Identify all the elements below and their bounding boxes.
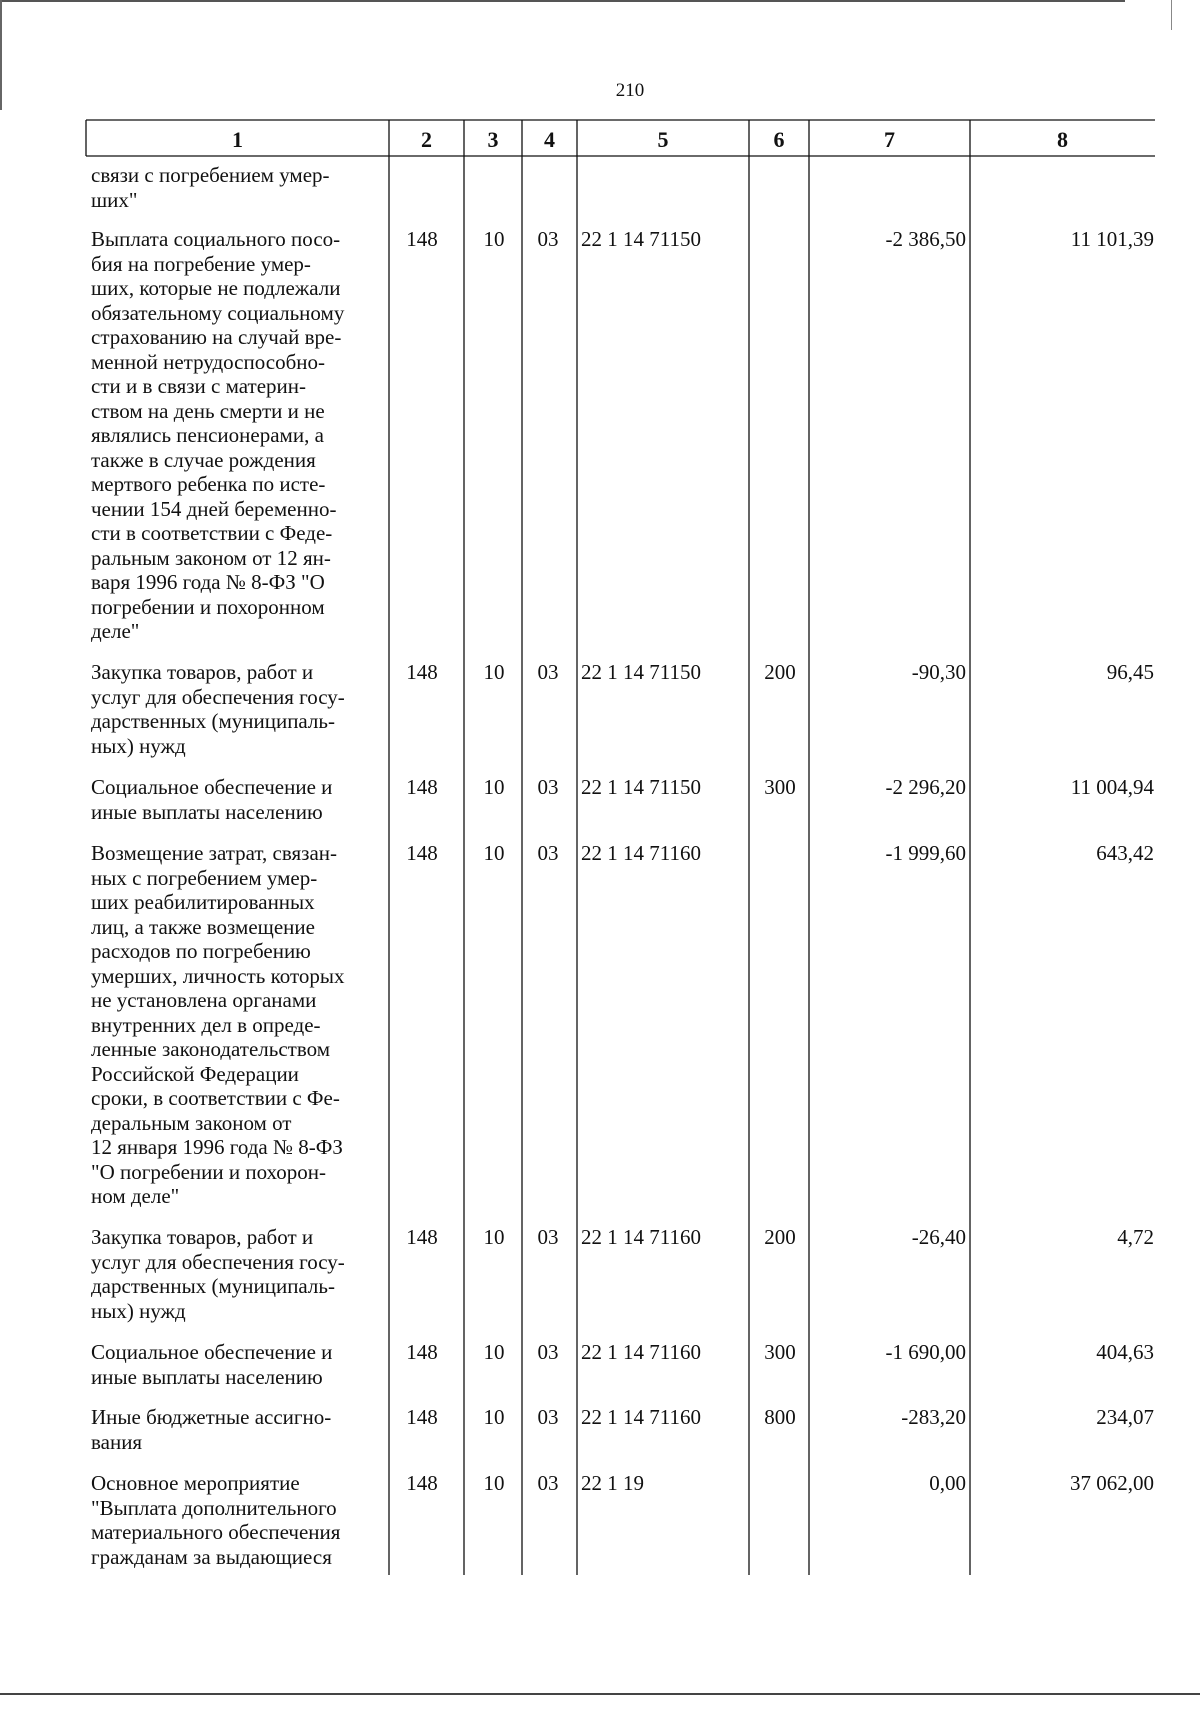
cell-col-4: 03 (537, 1225, 559, 1249)
cell-col-4: 03 (537, 1405, 559, 1429)
cell-col-2: 148 (406, 775, 438, 799)
column-header-5: 5 (657, 127, 669, 152)
cell-col-4: 03 (537, 227, 559, 251)
cell-col-5: 22 1 14 71160 (581, 841, 701, 865)
cell-col-2: 148 (406, 660, 438, 684)
row-name: Социальное обеспечение и иные выплаты населению (91, 775, 333, 824)
page-number: 210 (615, 80, 645, 101)
cell-col-3: 10 (483, 1225, 505, 1249)
cell-col-4: 03 (537, 841, 559, 865)
cell-col-6: 300 (764, 775, 796, 799)
cell-col-4: 03 (537, 660, 559, 684)
cell-col-2: 148 (406, 1225, 438, 1249)
cell-col-3: 10 (483, 227, 505, 251)
cell-col-3: 10 (483, 1405, 505, 1429)
cell-col-5: 22 1 14 71150 (581, 775, 701, 799)
row-name: Закупка товаров, работ и услуг для обеспечения госу- дарственных (муниципаль- ных) нужд (91, 1225, 345, 1323)
cell-col-8: 96,45 (1106, 660, 1154, 684)
cell-col-5: 22 1 14 71160 (581, 1405, 701, 1429)
cell-col-6: 800 (764, 1405, 796, 1429)
row-name: Основное мероприятие "Выплата дополнительного материального обеспечения гражданам за выдающиеся (91, 1471, 341, 1569)
column-header-1: 1 (232, 127, 243, 152)
cell-col-4: 03 (537, 1340, 559, 1364)
cell-col-6: 200 (764, 1225, 796, 1249)
cell-col-8: 11 004,94 (1070, 775, 1154, 799)
cell-col-8: 234,07 (1096, 1405, 1154, 1429)
cell-col-3: 10 (483, 841, 505, 865)
cell-col-2: 148 (406, 1471, 438, 1495)
row-name: Иные бюджетные ассигно- вания (91, 1405, 332, 1454)
cell-col-5: 22 1 19 (581, 1471, 644, 1495)
cell-col-2: 148 (406, 1405, 438, 1429)
cell-col-8: 37 062,00 (1070, 1471, 1154, 1495)
cell-col-3: 10 (483, 775, 505, 799)
column-header-2: 2 (421, 127, 432, 152)
column-header-4: 4 (544, 127, 555, 152)
cell-col-3: 10 (483, 1340, 505, 1364)
cell-col-7: -1 690,00 (885, 1340, 966, 1364)
cell-col-7: -2 296,20 (885, 775, 966, 799)
cell-col-3: 10 (483, 660, 505, 684)
cell-col-7: -283,20 (901, 1405, 966, 1429)
cell-col-5: 22 1 14 71150 (581, 660, 701, 684)
cell-col-5: 22 1 14 71160 (581, 1340, 701, 1364)
row-name: Социальное обеспечение и иные выплаты населению (91, 1340, 333, 1389)
cell-col-6: 200 (764, 660, 796, 684)
cell-col-3: 10 (483, 1471, 505, 1495)
column-header-7: 7 (884, 127, 895, 152)
cell-col-8: 4,72 (1117, 1225, 1154, 1249)
cell-col-7: 0,00 (929, 1471, 966, 1495)
cell-col-2: 148 (406, 1340, 438, 1364)
row-name: Закупка товаров, работ и услуг для обеспечения госу- дарственных (муниципаль- ных) нужд (91, 660, 345, 758)
column-header-8: 8 (1057, 127, 1068, 152)
table-header-row (0, 124, 1200, 156)
cell-col-8: 643,42 (1096, 841, 1154, 865)
cell-col-8: 404,63 (1096, 1340, 1154, 1364)
row-name: связи с погребением умер- ших" (91, 163, 330, 212)
cell-col-7: -26,40 (911, 1225, 966, 1249)
cell-col-5: 22 1 14 71150 (581, 227, 701, 251)
cell-col-4: 03 (537, 1471, 559, 1495)
cell-col-7: -1 999,60 (885, 841, 966, 865)
cell-col-7: -2 386,50 (885, 227, 966, 251)
row-name: Возмещение затрат, связан- ных с погребением умер- ших реабилитированных лиц, а также возмещение расходов по погребению умерших, личность которых не установлена органами внутренних дел в опреде- ленные законодательством Российской Федерации сроки, в соответствии с Фе- деральным законом от 12 января 1996 года № 8-ФЗ "О погребении и похорон- ном деле" (91, 841, 345, 1208)
cell-col-6: 300 (764, 1340, 796, 1364)
column-header-6: 6 (773, 127, 785, 152)
cell-col-8: 11 101,39 (1070, 227, 1154, 251)
cell-col-5: 22 1 14 71160 (581, 1225, 701, 1249)
column-header-3: 3 (487, 127, 499, 152)
row-name: Выплата социального посо- бия на погребение умер- ших, которые не подлежали обязательному социальному страхованию на случай вре- менной нетрудоспособно- сти и в связи с материн- ством на день смерти и не являлись пенсионерами, а также в случае рождения мертвого ребенка по исте- чении 154 дней беременно- сти в соответствии с Феде- ральным законом от 12 ян- варя 1996 года № 8-ФЗ "О погребении и похоронном деле" (91, 227, 345, 643)
cell-col-2: 148 (406, 841, 438, 865)
cell-col-4: 03 (537, 775, 559, 799)
cell-col-2: 148 (406, 227, 438, 251)
cell-col-7: -90,30 (911, 660, 966, 684)
